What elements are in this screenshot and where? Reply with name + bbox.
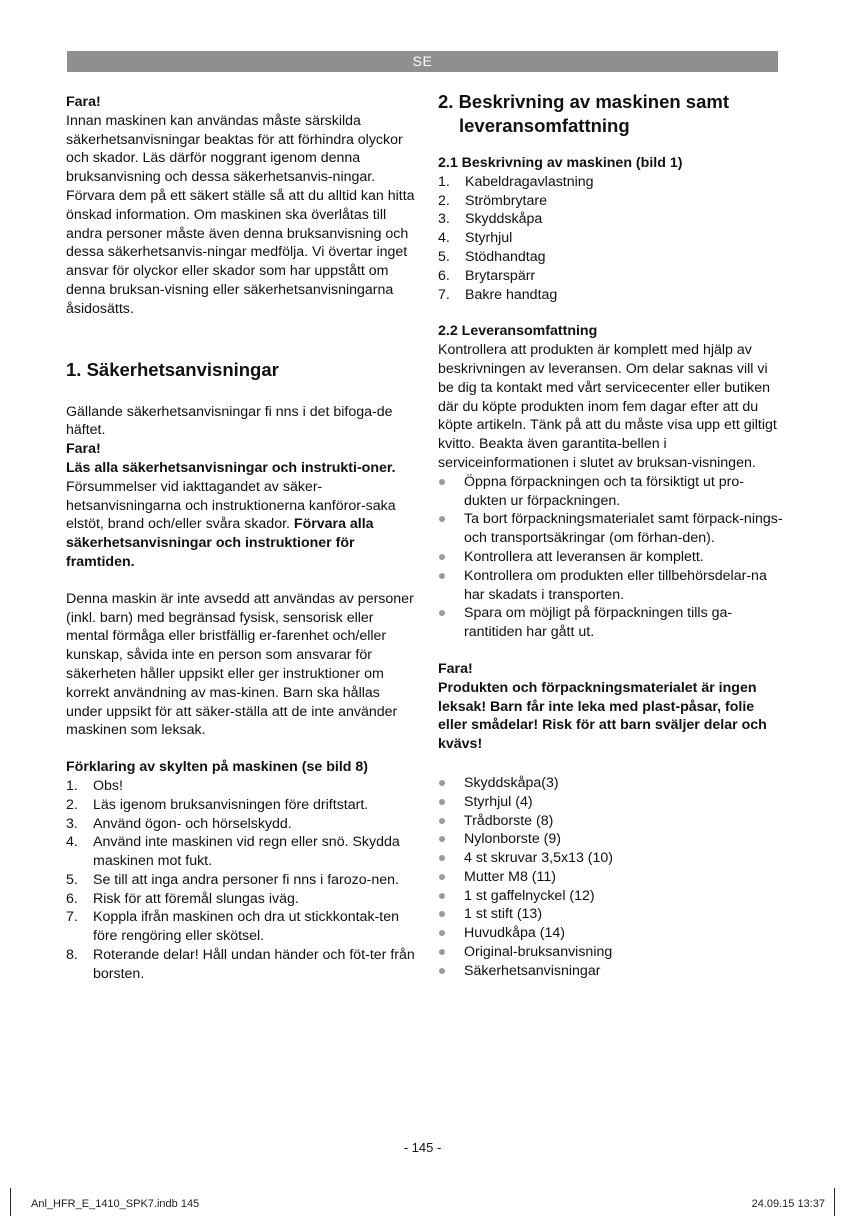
bullet-icon [439, 836, 445, 842]
list-item: 4. Använd inte maskinen vid regn eller snö. Skydda maskinen mot fukt. [66, 834, 400, 870]
footer-file-info: Anl_HFR_E_1410_SPK7.indb 145 [31, 1198, 200, 1210]
list-item: Mutter M8 (11) [438, 868, 783, 887]
list-item: 1 st gaffelnyckel (12) [438, 887, 783, 906]
list-item: 4. Styrhjul [438, 230, 513, 247]
warning-bold-1: Läs alla säkerhetsanvisningar och instrukti-oner. [66, 459, 396, 476]
list-item: Skyddskåpa(3) [438, 774, 783, 793]
danger-label: Fara! [66, 94, 101, 110]
right-column [438, 90, 783, 981]
section-1-heading: 1. Säkerhetsanvisningar [66, 358, 279, 380]
unpacking-steps-list [438, 473, 783, 642]
list-item: 3. Skyddskåpa [438, 211, 543, 228]
bullet-icon [439, 874, 445, 880]
list-item: Öppna förpackningen och ta försiktigt ut pro-dukten ur förpackningen. [438, 473, 783, 511]
bullet-icon [439, 799, 445, 805]
danger-label-2: Fara! [66, 441, 101, 458]
bullet-icon [439, 573, 445, 579]
safety-warning-paragraph [66, 459, 416, 572]
page-number: - 145 - [403, 1140, 442, 1155]
language-bar [67, 51, 778, 72]
list-item: 5. Stödhandtag [438, 248, 546, 265]
bullet-icon [439, 911, 445, 917]
intro-paragraph: Innan maskinen kan användas måste särskilda säkerhetsanvisningar beaktas för att förhindra olyckor och skador. Läs därför noggrant igenom denna bruksanvisning och dessa säkerhetsanvis-ningar. Förvara dem på ett säkert ställe så att du alltid kan hitta önskad information. Om maskinen ska överlåtas till andra personer måste även denna bruksanvisning och dessa säkerhetsanvis-ningar medfölja. Vi övertar inget ansvar för olyckor eller skador som har uppstått om denna bruksan-visning eller säkerhetsanvisningarna åsidosätts. [66, 112, 415, 317]
delivery-check-paragraph: Kontrollera att produkten är komplett med hjälp av beskrivningen av leveransen. Om delar saknas vill vi be dig ta kontakt med vårt servicecenter eller butiken där du köpte produkten inom fem dagar efter att du köpte artikeln. Tänk på att du måste visa upp ett giltigt kvitto. Beakta även garantita-bellen i serviceinformationen i slutet av bruksan-visningen. [438, 342, 777, 471]
list-item: Huvudkåpa (14) [438, 924, 783, 943]
bullet-icon [439, 780, 445, 786]
warning-bold-2: Förvara alla säkerhetsanvisningar och instruktioner för framtiden. [66, 516, 374, 570]
list-item: Säkerhetsanvisningar [438, 962, 783, 981]
list-item: 5. Se till att inga andra personer fi nns i farozo-nen. [66, 871, 399, 888]
bullet-icon [439, 949, 445, 955]
list-item: 8. Roterande delar! Håll undan händer och föt-ter från borsten. [66, 947, 415, 982]
list-item: 6. Brytarspärr [438, 267, 536, 284]
list-item: 7. Bakre handtag [438, 286, 558, 303]
sign-explanation-heading: Förklaring av skylten på maskinen (se bild 8) [66, 759, 368, 776]
usage-restriction-paragraph: Denna maskin är inte avsedd att användas av personer (inkl. barn) med begränsad fysisk, sensorisk eller mental förmåga eller bristfällig er-farenhet och/eller kunskap, såvida inte en person som ansvarar för säkerheten håller uppsikt eller ger instruktioner om korrekt användning av mas-kinen. Barn ska hållas under uppsikt för att säker-ställa att de inte använder maskinen som leksak. [66, 590, 414, 739]
left-column [66, 93, 416, 984]
list-item: 1. Kabeldragavlastning [438, 173, 594, 190]
list-item: 2. Strömbrytare [438, 192, 547, 209]
language-code: SE [412, 53, 433, 69]
delivery-scope-list [438, 774, 783, 981]
list-item: 3. Använd ögon- och hörselskydd. [66, 815, 292, 832]
danger-label-3: Fara! [438, 660, 473, 677]
list-item: Styrhjul (4) [438, 793, 783, 812]
list-item: Ta bort förpackningsmaterialet samt förpack-nings- och transportsäkringar (om förhan-den). [438, 510, 783, 548]
warning-text: Försummelser vid iakttagandet av säker-hetsanvisningarna och instruktionerna kanföror-saka elstöt, brand och/eller svåra skador. [66, 478, 396, 533]
section-2-heading: 2. Beskrivning av maskinen samt leveransomfattning [438, 91, 729, 136]
bullet-icon [439, 610, 445, 616]
safety-reference-paragraph: Gällande säkerhetsanvisningar fi nns i det bifoga-de häftet. [66, 403, 393, 439]
bullet-icon [439, 968, 445, 974]
list-item: 1. Obs! [66, 777, 123, 794]
list-item: Trådborste (8) [438, 812, 783, 831]
bullet-icon [439, 893, 445, 899]
machine-parts-list [438, 173, 783, 305]
bullet-icon [439, 818, 445, 824]
bullet-icon [439, 479, 445, 485]
crop-mark-left [10, 1188, 11, 1216]
sign-explanation-list [66, 777, 416, 984]
list-item: Spara om möjligt på förpackningen tills ga-rantitiden har gått ut. [438, 604, 783, 642]
list-item: 6. Risk för att föremål slungas iväg. [66, 890, 299, 907]
list-item: 1 st stift (13) [438, 905, 783, 924]
list-item: Kontrollera om produkten eller tillbehörsdelar-na har skadats i transporten. [438, 567, 783, 605]
section-2-1-heading: 2.1 Beskrivning av maskinen (bild 1) [438, 155, 683, 171]
packaging-warning: Produkten och förpackningsmaterialet är ingen leksak! Barn får inte leka med plast-påsar, folie eller smådelar! Risk för att barn sväljer delar och kvävs! [438, 679, 767, 753]
bullet-icon [439, 855, 445, 861]
list-item: 2. Läs igenom bruksanvisningen före driftstart. [66, 796, 369, 813]
bullet-icon [439, 930, 445, 936]
bullet-icon [439, 516, 445, 522]
list-item: Kontrollera att leveransen är komplett. [438, 548, 783, 567]
bullet-icon [439, 554, 445, 560]
section-2-2-heading: 2.2 Leveransomfattning [438, 323, 598, 340]
list-item: 4 st skruvar 3,5x13 (10) [438, 849, 783, 868]
list-item: Nylonborste (9) [438, 830, 783, 849]
list-item: 7. Koppla ifrån maskinen och dra ut stickkontak-ten före rengöring eller skötsel. [66, 909, 399, 945]
footer-date: 24.09.15 13:37 [751, 1198, 825, 1210]
crop-mark-right [834, 1188, 835, 1216]
list-item: Original-bruksanvisning [438, 943, 783, 962]
